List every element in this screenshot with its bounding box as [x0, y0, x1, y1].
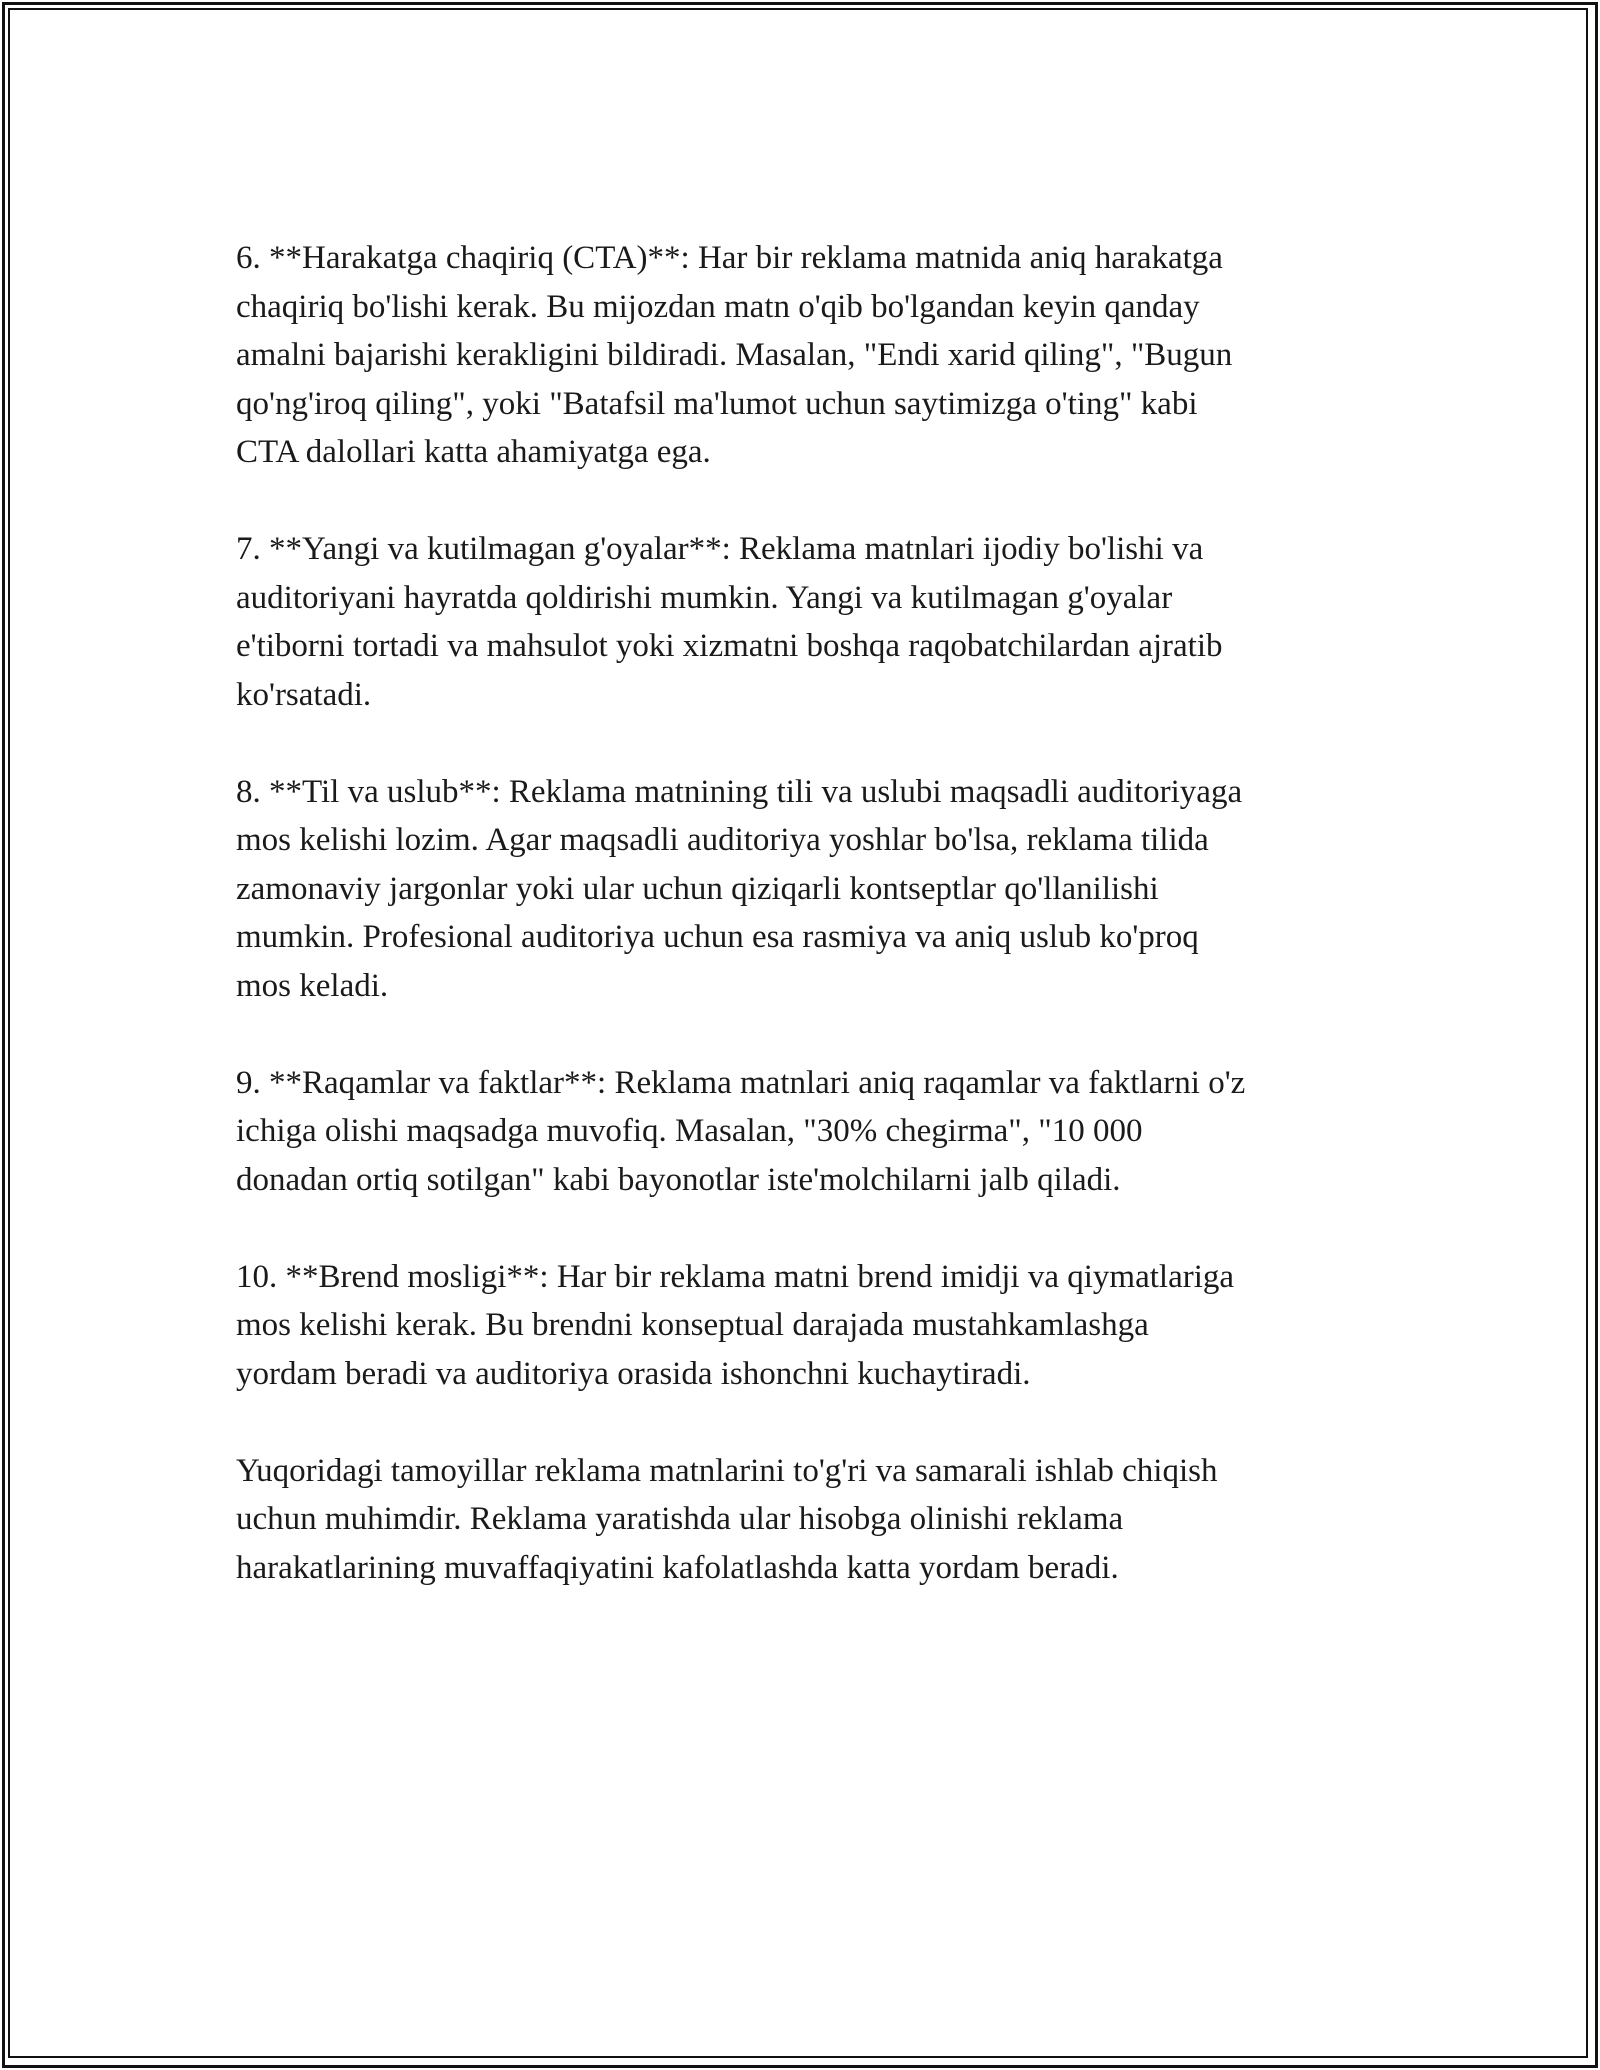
paragraph-cta: 6. **Harakatga chaqiriq (CTA)**: Har bir reklama matnida aniq harakatga chaqiriq bo'lishi kerak. Bu mijozdan matn o'qib bo'lgandan keyin qanday amalni bajarishi kerakligini bildiradi. Masalan, "Endi xarid qiling", "Bugun qo'ng'iroq qiling", yoki "Batafsil ma'lumot uchun saytimizga o'ting" kabi CTA dalollari katta ahamiyatga ega. [236, 240, 1233, 470]
document-body [236, 234, 1376, 1641]
paragraph-numbers-facts: 9. **Raqamlar va faktlar**: Reklama matnlari aniq raqamlar va faktlarni o'z ichiga olishi maqsadga muvofiq. Masalan, "30% chegirma", "10 000 donadan ortiq sotilgan" kabi bayonotlar iste'molchilarni jalb qiladi. [236, 1064, 1246, 1198]
paragraph-brand-fit: 10. **Brend mosligi**: Har bir reklama matni brend imidji va qiymatlariga mos kelishi kerak. Bu brendni konseptual darajada mustahkamlashga yordam beradi va auditoriya orasida ishonchni kuchaytiradi. [236, 1258, 1235, 1392]
paragraph-language-style: 8. **Til va uslub**: Reklama matnining tili va uslubi maqsadli auditoriyaga mos kelishi lozim. Agar maqsadli auditoriya yoshlar bo'lsa, reklama tilida zamonaviy jargonlar yoki ular uchun qiziqarli kontseptlar qo'llanilishi mumkin. Profesional auditoriya uchun esa rasmiya va aniq uslub ko'proq mos keladi. [236, 773, 1243, 1004]
paragraph-new-ideas: 7. **Yangi va kutilmagan g'oyalar**: Reklama matnlari ijodiy bo'lishi va auditoriyani hayratda qoldirishi mumkin. Yangi va kutilmagan g'oyalar e'tiborni tortadi va mahsulot yoki xizmatni boshqa raqobatchilardan ajratib ko'rsatadi. [236, 531, 1223, 713]
paragraph-conclusion: Yuqoridagi tamoyillar reklama matnlarini to'g'ri va samarali ishlab chiqish uchun muhimdir. Reklama yaratishda ular hisobga olinishi reklama harakatlarining muvaffaqiyatini kafolatlashda katta yordam beradi. [236, 1452, 1218, 1586]
